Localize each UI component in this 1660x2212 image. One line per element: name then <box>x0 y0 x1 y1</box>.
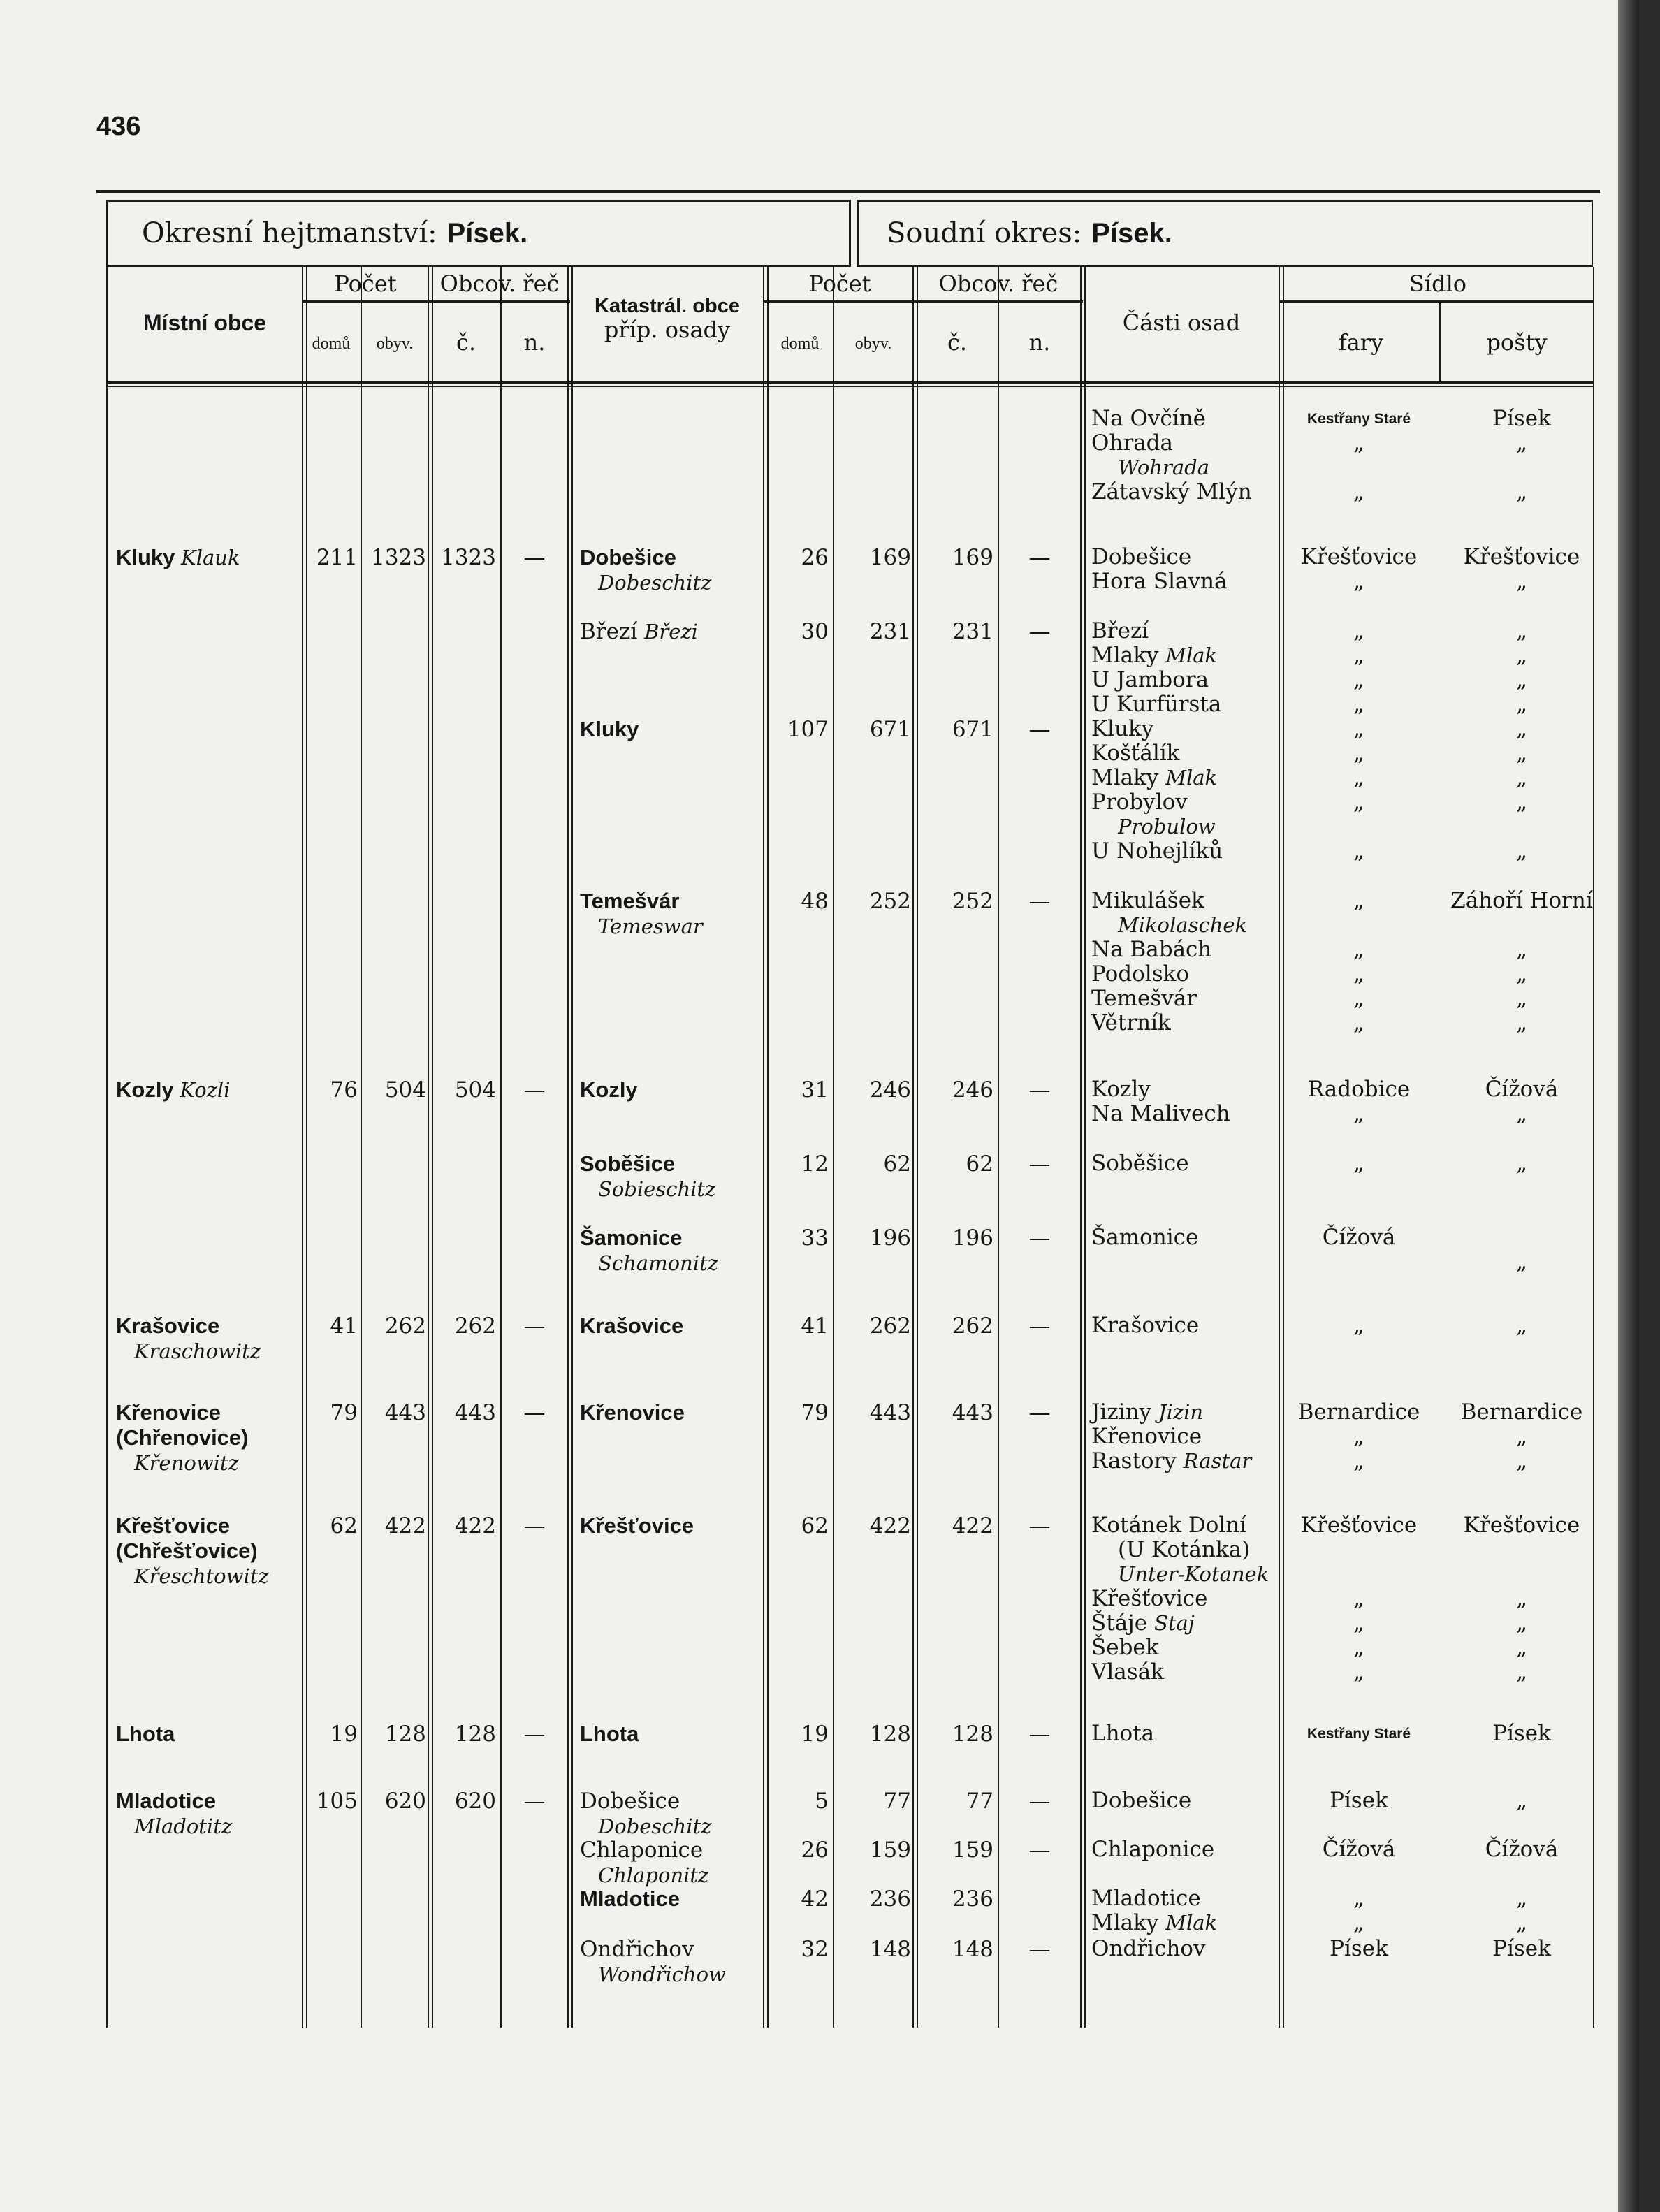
obyv: 443 <box>869 1400 911 1425</box>
lang-n: — <box>523 1400 546 1425</box>
col-n-2: n. <box>1028 329 1051 356</box>
posty-cell: Písek <box>1492 1936 1551 1961</box>
domu: 41 <box>801 1314 829 1339</box>
lang-c: 236 <box>952 1886 993 1912</box>
court-value: Písek. <box>1091 217 1172 249</box>
posty-cell: Čížová <box>1485 1837 1559 1862</box>
domu: 41 <box>330 1314 358 1339</box>
cadastre-cell: Křenovice <box>580 1400 685 1425</box>
rule <box>998 267 999 2028</box>
lang-n: — <box>1028 1513 1051 1538</box>
lang-n: — <box>523 1513 546 1538</box>
fary-cell: Kestřany Staré <box>1306 1726 1411 1742</box>
col-obcov-rec-2: Obcov. řeč <box>938 270 1058 297</box>
rule <box>361 267 362 2028</box>
rule <box>567 267 569 2028</box>
lang-n: — <box>1028 1722 1051 1747</box>
lang-c: 231 <box>952 619 993 644</box>
domu: 62 <box>330 1513 358 1538</box>
col-mistni-obce: Místní obce <box>143 310 266 335</box>
rule <box>1279 300 1593 303</box>
obyv: 1323 <box>371 545 426 570</box>
rule <box>500 267 502 2028</box>
domu: 48 <box>801 889 829 914</box>
domu: 76 <box>330 1077 358 1103</box>
lang-c: 1323 <box>441 545 496 570</box>
fary-cell: Radobice „ <box>1307 1077 1411 1126</box>
lang-n: — <box>523 1314 546 1339</box>
obyv: 196 <box>869 1225 911 1251</box>
posty-cell: „ „ „ „ <box>1515 618 1528 717</box>
domu: 107 <box>787 717 829 742</box>
parts-cell: Kozly Na Malivech <box>1091 1077 1230 1126</box>
fary-cell: „ <box>1353 1313 1365 1338</box>
page-number: 436 <box>96 112 141 141</box>
obyv: 443 <box>384 1400 426 1425</box>
lang-n: — <box>1028 717 1051 742</box>
fary-cell: „ „ „ „ „ <box>1353 716 1365 864</box>
parts-cell: Kluky Košťálík Mlaky Mlak Probylov Probulow U Nohejlíků <box>1091 716 1223 864</box>
parts-cell: Kotánek Dolní (U Kotánka) Unter-Kotanek Křešťovice Štáje Staj Šebek Vlasák <box>1091 1513 1269 1685</box>
lang-n: — <box>523 1077 546 1103</box>
domu: 33 <box>801 1225 829 1251</box>
obyv: 77 <box>883 1789 911 1814</box>
rule <box>106 381 1593 384</box>
col-n: n. <box>523 329 546 356</box>
lang-n: — <box>523 1722 546 1747</box>
cadastre-cell: Temešvár Temeswar <box>580 889 703 938</box>
district-value: Písek. <box>446 217 528 249</box>
domu: 31 <box>801 1077 829 1103</box>
municipality-cell: Kozly Kozli <box>116 1077 231 1102</box>
rule <box>912 267 914 2028</box>
municipality-cell: Mladotice Mladotitz <box>116 1789 233 1838</box>
obyv: 262 <box>869 1314 911 1339</box>
lang-n: — <box>1028 1151 1051 1177</box>
top-rule <box>96 190 1600 193</box>
lang-n: — <box>1028 1077 1051 1103</box>
parts-cell: Jiziny Jizin Křenovice Rastory Rastar <box>1091 1399 1252 1474</box>
fary-cell: „ „ „ „ <box>1353 618 1365 717</box>
obyv: 246 <box>869 1077 911 1103</box>
col-pocet: Počet <box>334 270 397 297</box>
col-c-2: č. <box>947 329 968 356</box>
lang-n: — <box>523 1789 546 1814</box>
domu: 105 <box>316 1789 358 1814</box>
lang-n: — <box>1028 1400 1051 1425</box>
lang-c: 159 <box>952 1838 993 1863</box>
lang-c: 504 <box>454 1077 496 1103</box>
cadastre-cell: Mladotice <box>580 1886 680 1911</box>
lang-c: 77 <box>966 1789 993 1814</box>
posty-cell: „ <box>1515 1788 1528 1813</box>
cadastre-cell: Kozly <box>580 1077 638 1102</box>
page-edge <box>1618 0 1639 2212</box>
lang-c: 246 <box>952 1077 993 1103</box>
lang-n: — <box>1028 1937 1051 1962</box>
posty-cell: Bernardice „ „ <box>1460 1399 1583 1474</box>
domu: 79 <box>801 1400 829 1425</box>
col-obyv-2: obyv. <box>854 335 892 353</box>
obyv: 128 <box>384 1722 426 1747</box>
col-posty: pošty <box>1486 329 1548 356</box>
obyv: 148 <box>869 1937 911 1962</box>
fary-cell: Písek <box>1330 1936 1388 1961</box>
fary-cell: Křešťovice „ <box>1300 544 1418 594</box>
cadastre-cell: Soběšice Sobieschitz <box>580 1151 716 1201</box>
domu: 211 <box>316 545 358 570</box>
obyv: 231 <box>869 619 911 644</box>
posty-cell: Záhoří Horní „ „ „ „ <box>1450 888 1593 1035</box>
lang-c: 196 <box>952 1225 993 1251</box>
lang-c: 148 <box>952 1937 993 1962</box>
rule <box>763 300 1083 303</box>
rule <box>106 386 1593 387</box>
parts-cell: Mladotice Mlaky Mlak <box>1091 1886 1218 1935</box>
parts-cell: Dobešice Hora Slavná <box>1091 544 1228 594</box>
lang-c: 620 <box>454 1789 496 1814</box>
rule <box>106 267 108 2028</box>
lang-c: 422 <box>454 1513 496 1538</box>
lang-c: 443 <box>952 1400 993 1425</box>
cadastre-cell: Dobešice Dobeschitz <box>580 1789 712 1838</box>
obyv: 169 <box>869 545 911 570</box>
lang-c: 262 <box>952 1314 993 1339</box>
col-katastr-2: příp. osady <box>604 316 731 343</box>
rule <box>833 267 834 2028</box>
col-domu: domů <box>312 335 351 353</box>
domu: 19 <box>801 1722 829 1747</box>
rule <box>763 267 764 2028</box>
lang-c: 62 <box>966 1151 993 1177</box>
domu: 5 <box>815 1789 829 1814</box>
cadastre-cell: Dobešice Dobeschitz <box>580 545 712 595</box>
col-sidlo: Sídlo <box>1408 270 1467 297</box>
lang-c: 443 <box>454 1400 496 1425</box>
col-pocet-2: Počet <box>808 270 871 297</box>
obyv: 262 <box>384 1314 426 1339</box>
lang-n: — <box>1028 889 1051 914</box>
col-domu-2: domů <box>780 335 820 353</box>
lang-n: — <box>1028 1314 1051 1339</box>
col-fary: fary <box>1338 329 1384 356</box>
lang-n: — <box>523 545 546 570</box>
posty-cell: Písek „ „ <box>1492 406 1551 504</box>
district-header <box>106 200 851 267</box>
lang-c: 262 <box>454 1314 496 1339</box>
obyv: 671 <box>869 717 911 742</box>
lang-c: 422 <box>952 1513 993 1538</box>
lang-c: 671 <box>952 717 993 742</box>
domu: 12 <box>801 1151 829 1177</box>
parts-cell: Soběšice <box>1091 1151 1189 1176</box>
rule <box>302 300 570 303</box>
fary-cell: Křešťovice „ „ „ „ <box>1300 1513 1418 1685</box>
obyv: 504 <box>384 1077 426 1103</box>
posty-cell: „ <box>1515 1249 1528 1274</box>
posty-cell: „ <box>1515 1151 1528 1176</box>
col-obyv: obyv. <box>376 335 414 353</box>
parts-cell: Na Ovčíně Ohrada Wohrada Zátavský Mlýn <box>1091 406 1252 504</box>
col-casti-osad: Části osad <box>1122 310 1241 336</box>
fary-cell: Čížová <box>1322 1837 1396 1862</box>
court-label: Soudní okres: <box>887 217 1082 249</box>
rule <box>1080 267 1082 2028</box>
rule <box>302 267 303 2028</box>
fary-cell: „ „ <box>1353 1886 1365 1935</box>
lang-c: 252 <box>952 889 993 914</box>
parts-cell: Chlaponice <box>1091 1837 1215 1862</box>
obyv: 62 <box>883 1151 911 1177</box>
posty-cell: Křešťovice „ „ „ „ <box>1463 1513 1580 1685</box>
domu: 30 <box>801 619 829 644</box>
lang-c: 169 <box>952 545 993 570</box>
parts-cell: Březí Mlaky Mlak U Jambora U Kurfürsta <box>1091 618 1222 717</box>
domu: 26 <box>801 545 829 570</box>
lang-n: — <box>1028 1838 1051 1863</box>
municipality-cell: Kluky Klauk <box>116 545 240 569</box>
cadastre-cell: Křešťovice <box>580 1513 694 1538</box>
posty-cell: „ „ „ „ „ <box>1515 716 1528 864</box>
lang-c: 128 <box>454 1722 496 1747</box>
parts-cell: Mikulášek Mikolaschek Na Babách Podolsko Temešvár Větrník <box>1091 888 1248 1035</box>
domu: 79 <box>330 1400 358 1425</box>
posty-cell: „ <box>1515 1313 1528 1338</box>
municipality-cell: Krašovice Kraschowitz <box>116 1314 261 1363</box>
municipality-cell: Křenovice (Chřenovice) Křenowitz <box>116 1400 249 1475</box>
fary-cell: Čížová <box>1322 1225 1396 1250</box>
fary-cell: Bernardice „ „ <box>1297 1399 1420 1474</box>
posty-cell: Písek <box>1492 1721 1551 1746</box>
fary-cell: „ <box>1353 1151 1365 1176</box>
cadastre-cell: Krašovice <box>580 1314 684 1338</box>
cadastre-cell: Lhota <box>580 1722 639 1746</box>
fary-cell: Kestřany Staré „ „ <box>1306 411 1411 504</box>
col-katastr-1: Katastrál. obce <box>595 295 740 317</box>
fary-cell: Písek <box>1330 1788 1388 1813</box>
col-obcov-rec: Obcov. řeč <box>439 270 560 297</box>
cadastre-cell: Březí Březi <box>580 619 698 644</box>
parts-cell: Lhota <box>1091 1721 1155 1746</box>
district-label: Okresní hejtmanství: <box>142 217 437 249</box>
obyv: 159 <box>869 1838 911 1863</box>
obyv: 236 <box>869 1886 911 1912</box>
municipality-cell: Lhota <box>116 1722 175 1746</box>
lang-n: — <box>1028 1789 1051 1814</box>
lang-n: — <box>1028 619 1051 644</box>
cadastre-cell: Kluky <box>580 717 639 741</box>
col-c: č. <box>456 329 476 356</box>
rule <box>1593 267 1594 2028</box>
parts-cell: Krašovice <box>1091 1313 1200 1338</box>
domu: 62 <box>801 1513 829 1538</box>
posty-cell: Křešťovice „ <box>1463 544 1580 594</box>
obyv: 252 <box>869 889 911 914</box>
cadastre-cell: Šamonice Schamonitz <box>580 1225 718 1275</box>
domu: 26 <box>801 1838 829 1863</box>
obyv: 620 <box>384 1789 426 1814</box>
obyv: 422 <box>869 1513 911 1538</box>
domu: 32 <box>801 1937 829 1962</box>
cadastre-cell: Chlaponice Chlaponitz <box>580 1838 709 1887</box>
domu: 42 <box>801 1886 829 1912</box>
municipality-cell: Křešťovice (Chřešťovice) Křeschtowitz <box>116 1513 269 1588</box>
lang-c: 128 <box>952 1722 993 1747</box>
parts-cell: Šamonice <box>1091 1225 1199 1250</box>
rule <box>1279 267 1280 2028</box>
cadastre-cell: Ondřichov Wondřichow <box>580 1937 726 1986</box>
obyv: 422 <box>384 1513 426 1538</box>
rule <box>428 267 429 2028</box>
lang-n: — <box>1028 545 1051 570</box>
domu: 19 <box>330 1722 358 1747</box>
parts-cell: Dobešice <box>1091 1788 1192 1813</box>
court-header <box>857 200 1593 267</box>
fary-cell: „ „ „ „ „ <box>1353 888 1365 1035</box>
obyv: 128 <box>869 1722 911 1747</box>
parts-cell: Ondřichov <box>1091 1936 1206 1961</box>
posty-cell: Čížová „ <box>1485 1077 1559 1126</box>
posty-cell: „ „ <box>1515 1886 1528 1935</box>
lang-n: — <box>1028 1225 1051 1251</box>
